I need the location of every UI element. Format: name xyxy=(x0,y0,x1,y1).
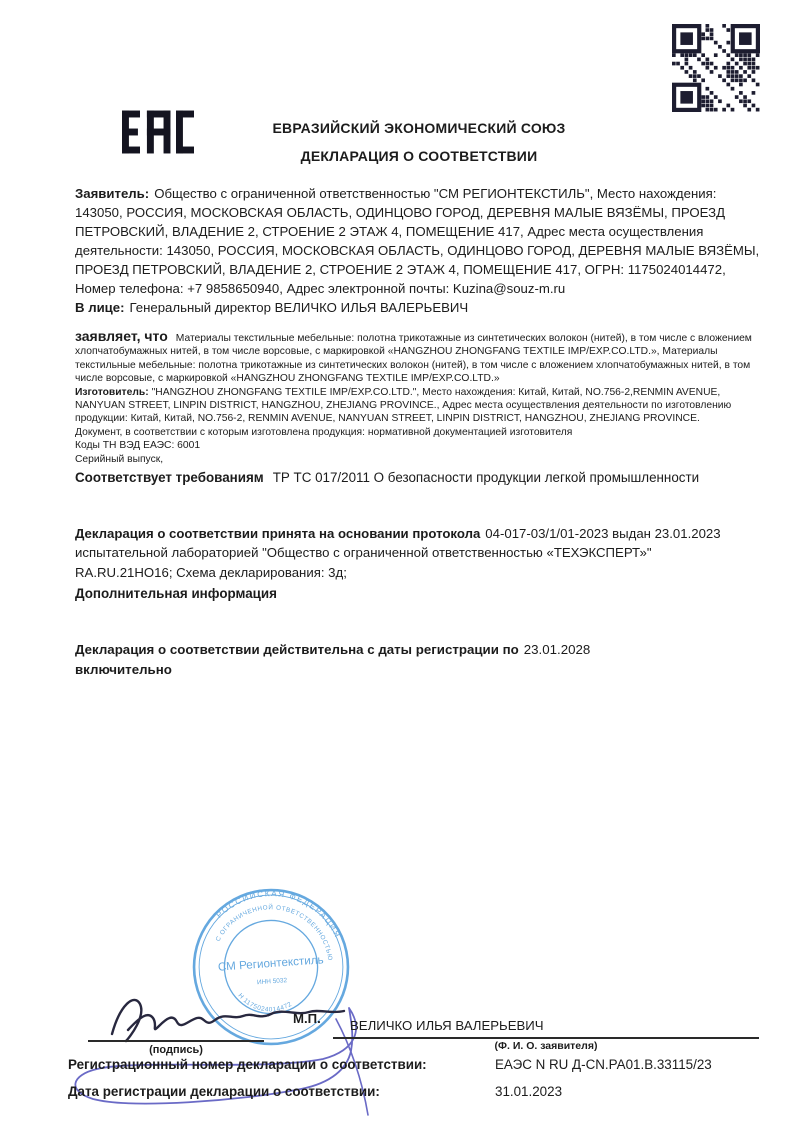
stamp-federation-text: РОССИЙСКАЯ ФЕДЕРАЦИЯ xyxy=(214,889,343,940)
conformity-section xyxy=(75,468,735,489)
reg-date-label: Дата регистрации декларации о соответствии: xyxy=(68,1084,380,1099)
applicant-text: Общество с ограниченной ответственностью "СМ РЕГИОНТЕКСТИЛЬ", Место нахождения: 143050, РОССИЯ, МОСКОВСКАЯ ОБЛАСТЬ, ОДИНЦОВО ГОРОД, ДЕРЕВНЯ МАЛЫЕ ВЯЗЁМЫ, ПРОЕЗД ПЕТРОВСКИЙ, ВЛАДЕНИЕ 2, СТРОЕНИЕ 2 ЭТАЖ 4, ПОМЕЩЕНИЕ 417, Адрес места осуществления деятельности: 143050, РОССИЯ, МОСКОВСКАЯ ОБЛАСТЬ, ОДИНЦОВО ГОРОД, ДЕРЕВНЯ МАЛЫЕ ВЯЗЁМЫ, ПРОЕЗД ПЕТРОВСКИЙ, ВЛАДЕНИЕ 2, СТРОЕНИЕ 2 ЭТАЖ 4, ПОМЕЩЕНИЕ 417, ОГРН: 1175024014472, Номер телефона: +7 9858650940, Адрес электронной почты: Kuzina@souz-m.ru xyxy=(75,186,760,296)
in-person-text: Генеральный директор ВЕЛИЧКО ИЛЬЯ ВАЛЕРЬЕВИЧ xyxy=(129,300,469,315)
stamp-inn-text: ИНН 5032 xyxy=(256,977,288,987)
reg-number-value: ЕАЭС N RU Д-CN.РА01.В.33115/23 xyxy=(495,1057,712,1072)
name-line xyxy=(333,1037,759,1039)
company-stamp xyxy=(177,873,365,1061)
reg-number-label: Регистрационный номер декларации о соответствии: xyxy=(68,1057,427,1072)
manufacturer-label: Изготовитель: xyxy=(75,386,149,398)
basis-text: 04-017-03/1/01-2023 выдан 23.01.2023 испытательной лабораторией "Общество с ограниченной ответственностью «ТЕХЭКСПЕРТ»" RA.RU.21НО16; Схема декларирования: 3д; xyxy=(75,526,721,580)
declares-section xyxy=(75,330,767,466)
conformity-text: ТР ТС 017/2011 О безопасности продукции легкой промышленности xyxy=(272,470,700,485)
tnved-codes-line: Коды ТН ВЭД ЕАЭС: 6001 xyxy=(75,440,201,452)
mp-label: М.П. xyxy=(293,1011,321,1026)
applicant-name: ВЕЛИЧКО ИЛЬЯ ВАЛЕРЬЕВИЧ xyxy=(350,1018,544,1033)
validity-section xyxy=(75,640,765,680)
signature-caption: (подпись) xyxy=(149,1044,203,1056)
applicant-section xyxy=(75,184,765,317)
manufacturer-text: "HANGZHOU ZHONGFANG TEXTILE IMP/EXP.CO.LTD.", Место нахождения: Китай, Китай, NO.756-2,RENMIN AVENUE, NANYUAN STREET, LINPIN DISTRICT, HANGZHOU, ZHEJIANG PROVINCE., Адрес места осуществления деятельности по изготовлению продукции: Китай, Китай, NO.756-2, RENMIN AVENUE, NANYUAN STREET, LINPIN DISTRICT, HANGZHOU, ZHEJIANG PROVINCE. xyxy=(75,386,732,425)
validity-date: 23.01.2028 xyxy=(523,642,591,657)
stamp-liability-text: С ОГРАНИЧЕННОЙ ОТВЕТСТВЕННОСТЬЮ xyxy=(214,904,334,962)
reg-date-value: 31.01.2023 xyxy=(495,1084,563,1099)
document-title: ДЕКЛАРАЦИЯ О СООТВЕТСТВИИ xyxy=(300,148,538,164)
additional-info-label: Дополнительная информация xyxy=(75,586,277,601)
stamp-company-text: СМ Регионтекстиль xyxy=(217,953,325,974)
qr-code xyxy=(672,24,760,112)
validity-suffix: включительно xyxy=(75,662,172,677)
basis-label: Декларация о соответствии принята на основании протокола xyxy=(75,526,481,541)
in-person-line xyxy=(75,298,765,317)
product-text: Материалы текстильные мебельные: полотна трикотажные из синтетических волокон (нитей), в том числе с вложением хлопчатобумажных нитей, в том числе ворсовые, с маркировкой «HANGZHOU ZHONGFANG TEXTILE IMP/EXP.CO.LTD.», Материалы текстильные мебельные: полотна трикотажные из синтетических волокон (нитей), в том числе с вложением хлопчатобумажных нитей, в том числе ворсовые, с маркировкой «HANGZHOU ZHONGFANG TEXTILE IMP/EXP.CO.LTD.» xyxy=(75,333,752,385)
union-title: ЕВРАЗИЙСКИЙ ЭКОНОМИЧЕСКИЙ СОЮЗ xyxy=(272,120,566,136)
stamp-ogrn-text: Н 1175024014472 xyxy=(236,992,294,1014)
in-person-label: В лице: xyxy=(75,300,125,315)
validity-label: Декларация о соответствии действительна с даты регистрации по xyxy=(75,642,519,657)
declares-label: заявляет, что xyxy=(75,328,168,344)
series-line: Серийный выпуск, xyxy=(75,453,164,465)
name-caption: (Ф. И. О. заявителя) xyxy=(494,1040,598,1052)
applicant-label: Заявитель: xyxy=(75,186,150,201)
basis-section xyxy=(75,524,747,582)
conformity-label: Соответствует требованиям xyxy=(75,470,264,485)
product-document-line: Документ, в соответствии с которым изготовлена продукция: нормативной документацией изготовителя xyxy=(75,426,573,438)
signature-line xyxy=(88,1040,264,1042)
